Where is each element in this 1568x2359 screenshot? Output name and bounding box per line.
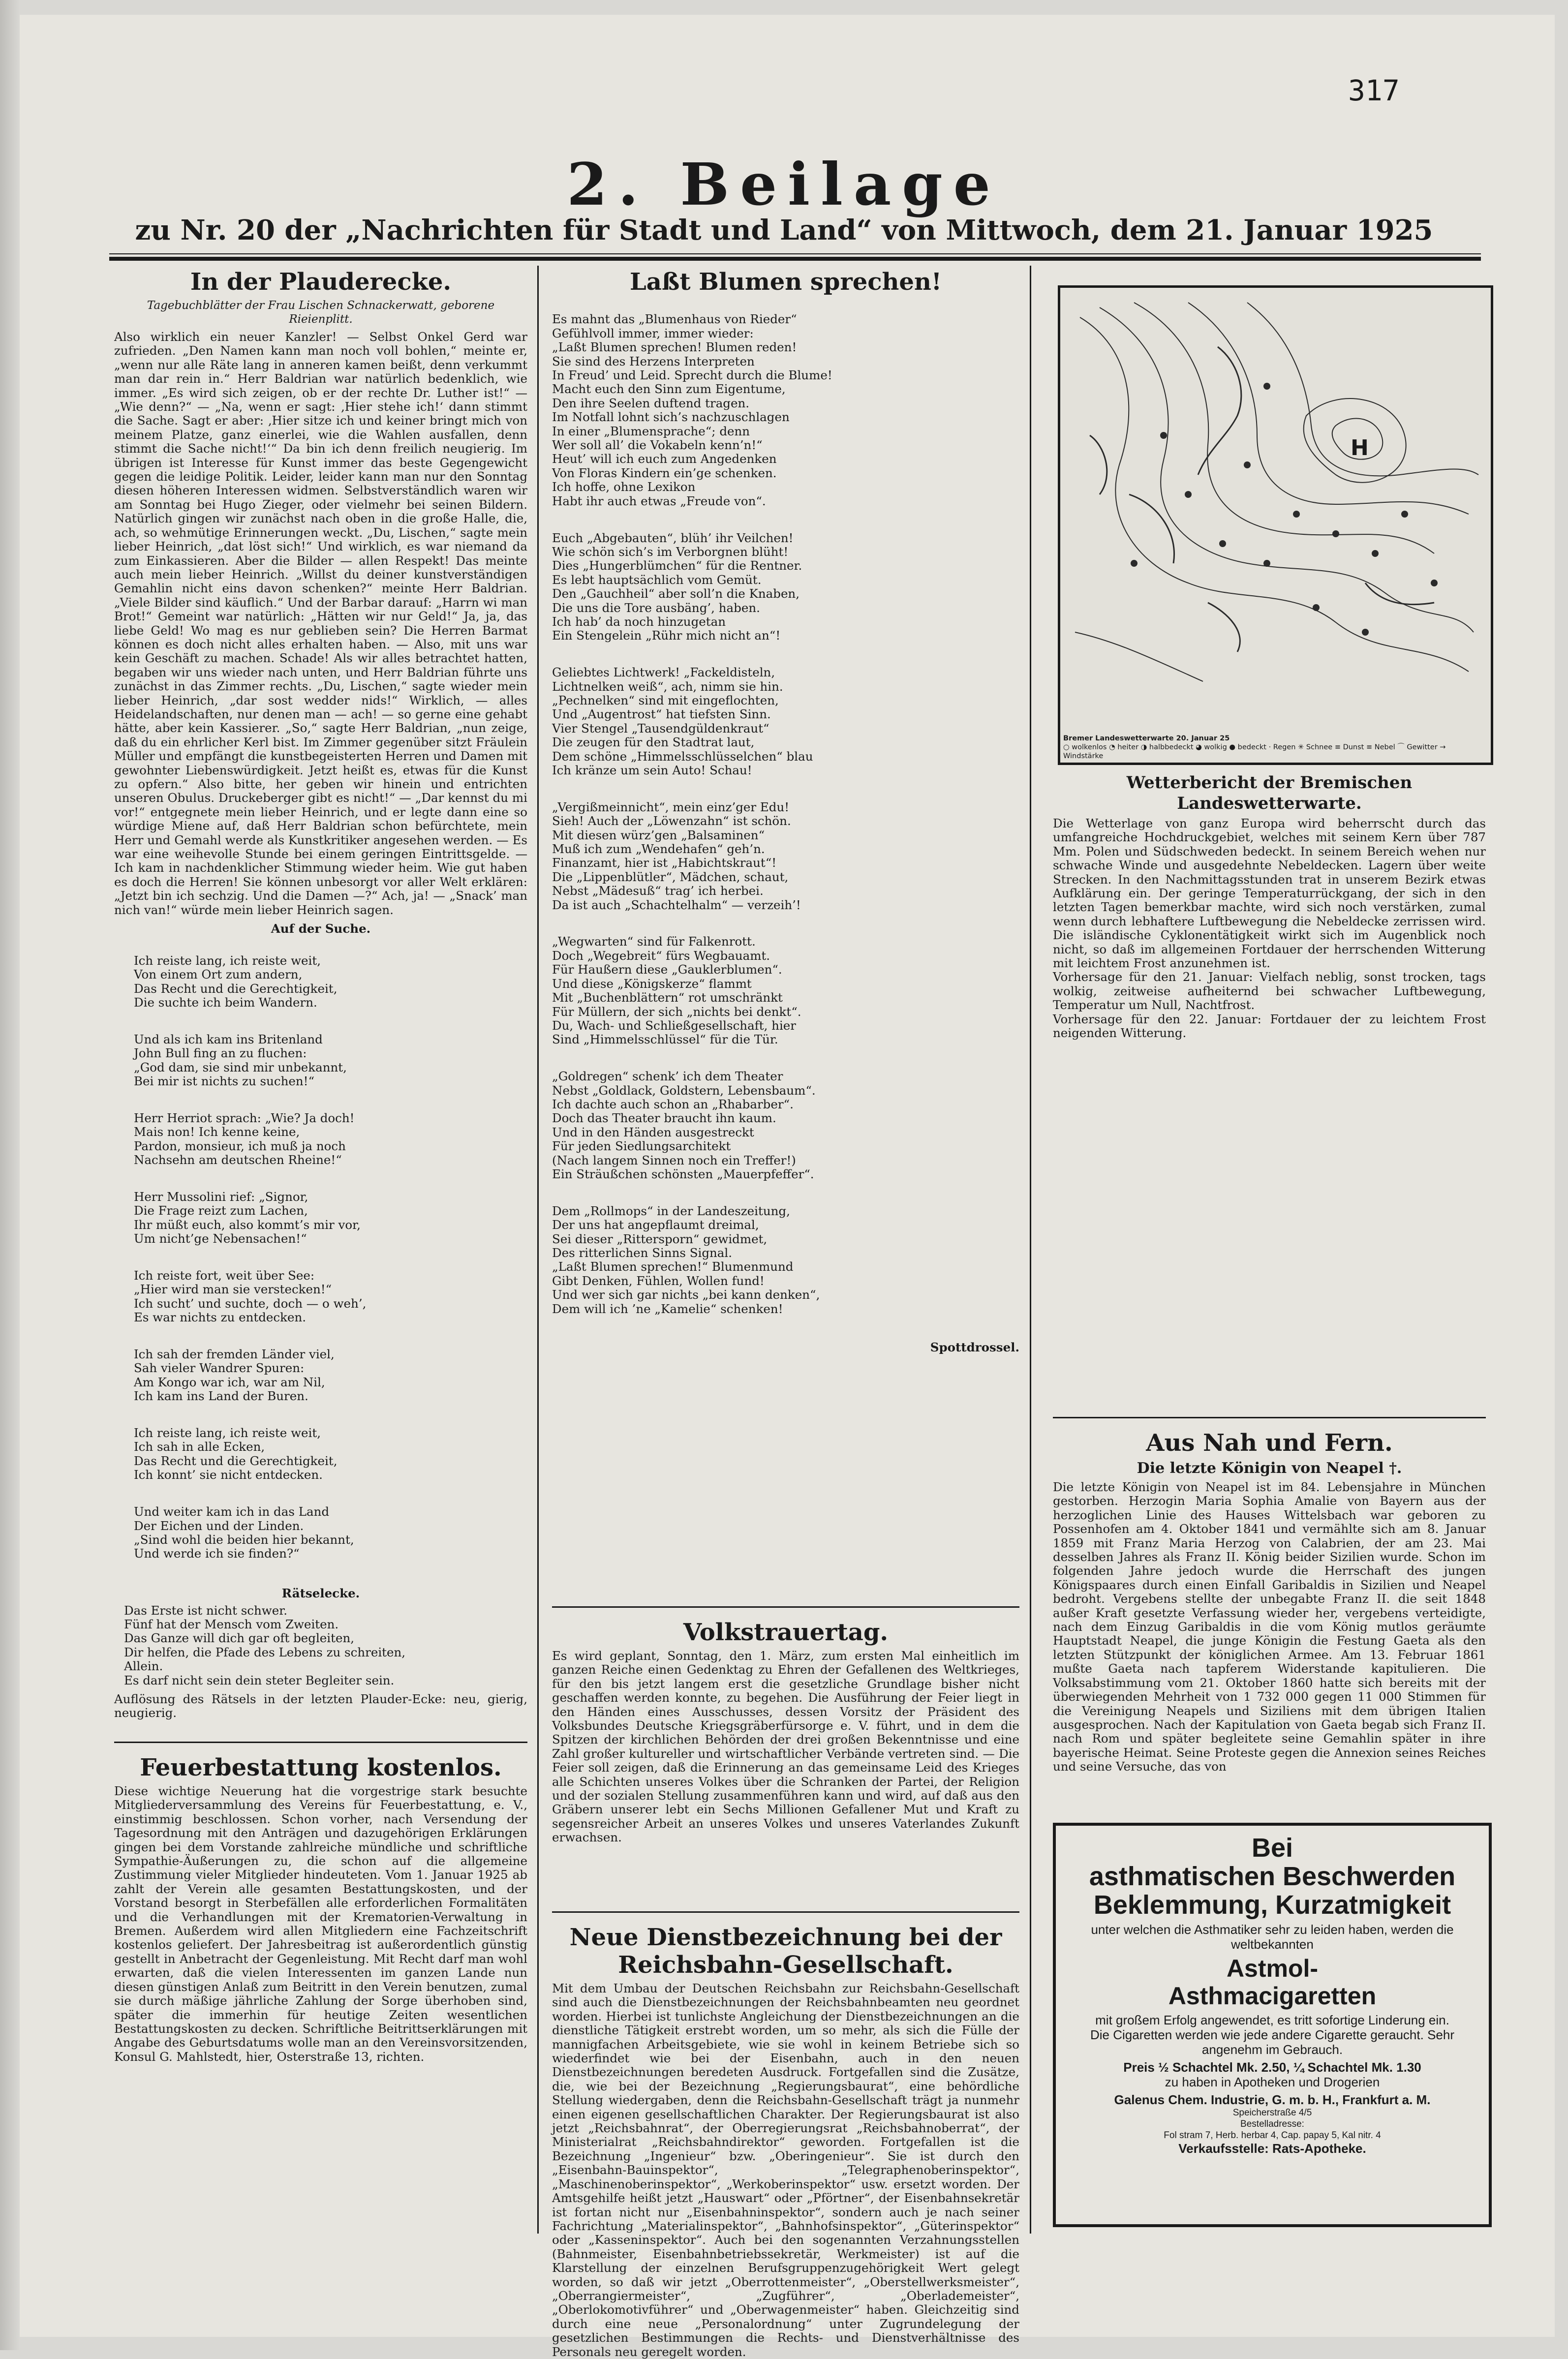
station-mark <box>1372 550 1379 557</box>
weather-map <box>1058 285 1493 765</box>
ad-maker: Galenus Chem. Industrie, G. m. b. H., Frankfurt a. M. <box>1114 2092 1431 2107</box>
poem-stanza: Und weiter kam ich in das Land Der Eichen und der Linden. „Sind wohl die beiden hier bekannt, Und werde ich sie finden?“ <box>134 1504 354 1561</box>
station-mark <box>1401 511 1408 518</box>
ad-line-effect: mit großem Erfolg angewendet, es tritt sofortige Linderung ein. Die Cigaretten werden wie jede andere Cigarette geraucht. Sehr angenehm im Gebrauch. <box>1090 2013 1454 2057</box>
poem-stanza: Und als ich kam ins Britenland John Bull fing an zu fluchen: „God dam, sie sind mir unbekannt, Bei mir ist nichts zu suchen!“ <box>134 1032 347 1089</box>
poem-stanza: „Goldregen“ schenk’ ich dem Theater Nebst „Goldlack, Goldstern, Lebensbaum“. Ich dachte auch schon an „Rhabarber“. Doch das Theater braucht ihn kaum. Und in den Händen ausgestreckt Für jeden Siedlungsarchitekt (Nach langem Sinnen noch ein Treffer!) Ein Sträußchen schönsten „Mauerpfeffer“. <box>552 1069 816 1181</box>
poem-stanza: Ich reiste fort, weit über See: „Hier wird man sie verstecken!“ Ich sucht’ und suchte, doch — o weh’, Es war nichts zu entdecken. <box>134 1268 367 1325</box>
column-1 <box>114 268 527 1720</box>
section-rule <box>552 1911 1019 1913</box>
ad-line-asthma: asthmatischen Beschwerden <box>1089 1862 1456 1891</box>
weather-map-title: Bremer Landeswetterwarte 20. Januar 25 <box>1063 735 1230 742</box>
isobar-line <box>1100 307 1474 632</box>
isobar-line <box>1075 632 1203 681</box>
nahfern-subtitle: Die letzte Königin von Neapel †. <box>1137 1460 1402 1477</box>
isobar-line <box>1080 317 1469 672</box>
plauderecke-headline: In der Plauderecke. <box>190 268 452 296</box>
riddle-solution: Auflösung des Rätsels in der letzten Plauder-Ecke: neu, gierig, neugierig. <box>114 1691 527 1720</box>
station-mark <box>1362 629 1369 636</box>
wetter-headline: Wetterbericht der Bremischen Landeswetterwarte. <box>1126 773 1413 813</box>
poem-title: Auf der Suche. <box>271 921 371 936</box>
weather-map-caption <box>1063 734 1488 761</box>
station-mark <box>1131 560 1138 567</box>
isobar-line <box>1188 303 1469 514</box>
volkstrauertag-body: Es wird geplant, Sonntag, den 1. März, zum ersten Mal einheitlich im ganzen Reiche einen Gedenktag zu Ehren der Gefallenen des Weltkrieges, für den bis jetzt langem erst die gesetzliche Grundlage bisher nicht geschaffen werden konnte, zu begehen. Die Ausführung der Feier liegt in den Händen eines Ausschusses, dessen Vorsitz der Präsident des Volksbundes Deutsche Kriegsgräberfürsorge e. V. führt, und in dem die Spitzen der kirchlichen Behörden der drei großen Bekenntnisse und eine Zahl großer kultureller und wirtschaftlicher Verbände vertreten sind. — Die Feier soll zeigen, daß die Erinnerung an das gemeinsame Leid des Krieges alle Schichten unseres Volkes über die Schranken der Partei, der Religion und der sozialen Stellung zusammenführen kann und wird, auf daß aus den Gräbern unserer lebt ein Sechs Millionen Gefallener Mut und Kraft zu segensreicher Arbeit an unseres Volkes und unseres Vaterlandes Zukunft erwachsen. <box>552 1649 1019 1845</box>
nahfern-body: Die letzte Königin von Neapel ist im 84. Lebensjahre in München gestorben. Herzogin Maria Sophia Amalie von Bayern aus der herzoglichen Linie des Hauses Wittelsbach war geboren zu Possenhofen am 4. Oktober 1841 und vermählte sich am 8. Januar 1859 mit Franz Maria Herzog von Calabrien, der am 23. Mai desselben Jahres als Franz II. König beider Sizilien wurde. Schon im folgenden Jahre jedoch wurde die Herrschaft des jungen Königspaares durch einen Einfall Garibaldis in Sizilien und Neapel bedroht. Vergebens stellte der unbegabte Franz II. die seit 1848 außer Kraft gesetzte Verfassung wieder her, vergebens verteidigte, nach dem Einzug Garibaldis in die vom König mutlos geräumte Hauptstadt Neapel, die junge Königin die Festung Gaeta als den letzten Stützpunkt der königlichen Armee. Am 13. Februar 1861 mußte Gaeta nach tapferem Widerstande kapitulieren. Die Volksabstimmung vom 21. Oktober 1860 hatte sich bereits mit der überwiegenden Mehrheit von 1 732 000 gegen 11 000 Stimmen für die Vereinigung Neapels und Siziliens mit dem übrigen Italien ausgesprochen. Nach der Kapitulation von Gaeta begab sich Franz II. nach Rom und später begleitete seine Gemahlin später in ihre bayerische Heimat. Seine Proteste gegen die Annexion seines Reiches und seine Versuche, das von <box>1053 1480 1486 1774</box>
supplement-subtitle: zu Nr. 20 der „Nachrichten für Stadt und Land“ von Mittwoch, dem 21. Januar 1925 <box>135 214 1433 246</box>
poem-stanza: Ich sah der fremden Länder viel, Sah vieler Wandrer Spuren: Am Kongo war ich, war am Nil, Ich kam ins Land der Buren. <box>134 1347 335 1404</box>
station-mark <box>1293 511 1300 518</box>
station-mark <box>1332 530 1339 537</box>
feuer-article <box>114 1754 527 2064</box>
ad-price: Preis ½ Schachtel Mk. 2.50, ¼ Schachtel Mk. 1.30 <box>1123 2060 1421 2075</box>
astmol-advertisement <box>1053 1823 1492 2227</box>
isobar-line <box>1134 303 1434 553</box>
poem-stanza: Herr Herriot sprach: „Wie? Ja doch! Mais non! Ich kenne keine, Pardon, monsieur, ich muß ja noch Nachsehn am deutschen Rheine!“ <box>134 1110 355 1167</box>
station-mark <box>1219 540 1226 547</box>
blumen-poem <box>552 299 1019 1339</box>
column-2 <box>552 268 1019 1355</box>
poem-stanza: Herr Mussolini rief: „Signor, Die Frage reizt zum Lachen, Ihr müßt euch, also kommt’s mir vor, Um nicht’ge Nebensachen!“ <box>134 1189 361 1246</box>
station-mark <box>1263 560 1270 567</box>
poem-stanza: „Vergißmeinnicht“, mein einz’ger Edu! Sieh! Auch der „Löwenzahn“ ist schön. Mit diesen würz’gen „Balsaminen“ Muß ich zum „Wendehafen“ geh’n. Finanzamt, hier ist „Habichtskraut“! Die „Lippenblütler“, Mädchen, schaut, Nebst „Mädesuß“ trag’ ich herbei. Da ist auch „Schachtelhalm“ — verzeih’! <box>552 799 801 912</box>
poem-stanza: Euch „Abgebauten“, blüh’ ihr Veilchen! Wie schön sich’s im Verborgnen blüht! Dies „Hungerblümchen“ für die Rentner. Es lebt hauptsächlich vom Gemüt. Den „Gauchheil“ aber soll’n die Knaben, Die uns die Tore ausbäng’, haben. Ich hab’ da noch hinzugetan Ein Stengelein „Rühr mich nicht an“! <box>552 530 802 643</box>
wetter-forecast-22: Vorhersage für den 22. Januar: Fortdauer der zu leichtem Frost neigenden Witterung. <box>1053 1011 1486 1041</box>
dienst-article <box>552 1924 1019 2359</box>
feuer-headline: Feuerbestattung kostenlos. <box>140 1754 502 1781</box>
station-mark <box>1263 383 1270 390</box>
coastline <box>1198 347 1241 475</box>
coastline <box>1090 435 1240 652</box>
ad-product-name-2: Asthmacigaretten <box>1168 1982 1377 2010</box>
high-pressure-marker: H <box>1351 435 1369 460</box>
volkstrauertag-headline: Volkstrauertag. <box>683 1619 889 1646</box>
blumen-signature: Spottdrossel. <box>930 1340 1019 1355</box>
poem-stanza: Ich reiste lang, ich reiste weit, Von einem Ort zum andern, Das Recht und die Gerechtigkeit, Die suchte ich beim Wandern. <box>134 953 338 1010</box>
volkstrauertag-article <box>552 1619 1019 1845</box>
masthead-rule-thick <box>109 257 1481 261</box>
ad-product-name-1: Astmol- <box>1226 1955 1319 1982</box>
ad-line-bei: Bei <box>1251 1833 1293 1863</box>
poem-stanza: Dem „Rollmops“ in der Landeszeitung, Der uns hat angepflaumt dreimal, Sei dieser „Rittersporn“ gewidmet, Des ritterlichen Sinns Signal. „Laßt Blumen sprechen!“ Blumenmund Gibt Denken, Fühlen, Wollen fund! Und wer sich gar nichts „bei kann denken“, Dem will ich ’ne „Kamelie“ schenken! <box>552 1203 820 1316</box>
poem-auf-der-suche <box>114 940 527 1584</box>
ad-availability: zu haben in Apotheken und Drogerien <box>1165 2075 1380 2089</box>
plauderecke-body: Also wirklich ein neuer Kanzler! — Selbst Onkel Gerd war zufrieden. „Den Namen kann man noch voll bohlen,“ meinte er, „wenn nur alle Räte lang in anneren kamen beißt, denn verkummt man dar rein in.“ Herr Baldrian war natürlich bedenklich, wie immer. „Es wird sich zeigen, ob er der rechte Dr. Luther ist!“ — „Wie denn?“ — „Na, wenn er sagt: ‚Hier stehe ich!‘ dann stimmt die Sache. Sagt er aber: ‚Hier sitze ich und keiner bringt mich von meinem Platze, ganz einerlei, wie die Wahlen ausfallen, denn stimmt die Sache nicht!‘“ Da bin ich denn freilich neugierig. Im übrigen ist Interesse für Kunst immer das beste Gegengewicht gegen die leidige Politik. Leider, leider kann man nur den Sonntag diesen höheren Interessen widmen. Selbstverständlich waren wir am Sonntag bei Hugo Zieger, oder vielmehr bei seinen Bildern. Natürlich gingen wir zunächst nach oben in die große Halle, die, ach, so wehmütige Erinnerungen weckt. „Du, Lischen,“ sagte mein lieber Heinrich, „dat löst sich!“ Und wirklich, es war niemand da zum Einkassieren. Aber die Bilder — allen Respekt! Das meinte auch mein lieber Heinrich. „Willst du deiner kunstverständigen Gemahlin nicht eins davon schenken?“ meinte Herr Baldrian. „Viele Bilder sind käuflich.“ Und der Barbar darauf: „Harrn wi man Brot!“ Gemeint war natürlich: „Hätten wir nur Geld!“ Ja, ja, das liebe Geld! Wo mag es nur geblieben sein? Die Herren Barmat können es doch nicht alles erhalten haben. — Also, mit uns war kein Geschäft zu machen. Schade! Als wir alles betrachtet hatten, begaben wir uns wieder nach unten, und Herr Baldrian führte uns zunächst in das Zimmer rechts. „Du, Lischen,“ sagte wieder mein lieber Heinrich, „dar sost wedder nids!“ Wirklich, — alles Heidelandschaften, nur denen man — ach! — so gerne eine gehabt hätte, aber kein Kassierer. „So,“ sagte Herr Baldrian, „nun zeige, daß du ein ehrlicher Kerl bist. Im Zimmer gegenüber sitzt Fräulein Müller und empfängt die kunstbegeisterten Herren und Damen mit gewohnter Liebenswürdigkeit. Jetzt heißt es, etwas für die Kunst zu opfern.“ Also bitte, her geben wir hinein und entrichten unseren Obulus. Druckeberger gibt es nicht!“ — „Dar kennst du mi vor!“ entgegnete mein lieber Heinrich, und er legte dann eine so würdige Miene auf, daß Herr Baldrian schon befürchtete, mein Herr und Gemahl werde als Kunstkritiker angesehen werden. — Es war eine weihevolle Stunde bei einem geringen Eintrittsgelde. — Ich kam in nachdenklicher Stimmung wieder heim. Wie gut haben es doch die Herren! Sie können unbesorgt vor aller Welt erklären: „Jetzt bin ich sechzig. Und die Damen —?“ Ach, ja! — „Snack’ man nich van!“ würde mein lieber Heinrich sagen. <box>114 330 527 917</box>
section-rule <box>114 1742 527 1743</box>
poem-stanza: Es mahnt das „Blumenhaus von Rieder“ Gefühlvoll immer, immer wieder: „Laßt Blumen sprechen! Blumen reden! Sie sind des Herzens Interpreten In Freud’ und Leid. Sprecht durch die Blume! Macht euch den Sinn zum Eigentume, Den ihre Seelen duftend tragen. Im Notfall lohnt sich’s nachzuschlagen In einer „Blumensprache“; denn Wer soll all’ die Vokabeln kenn’n!“ Heut’ will ich euch zum Angedenken Von Floras Kindern ein’ge schenken. Ich hoffe, ohne Lexikon Habt ihr auch etwas „Freude von“. <box>552 312 832 508</box>
riddle-title: Rätselecke. <box>281 1586 360 1601</box>
wetter-article <box>1053 772 1486 1041</box>
ad-depot-label: Bestelladresse: <box>1240 2119 1304 2129</box>
riddle-text: Das Erste ist nicht schwer. Fünf hat der Mensch vom Zweiten. Das Ganze will dich gar oft begleiten, Dir helfen, die Pfade des Lebens zu schreiten, Allein. Es darf nicht sein dein steter Begleiter sein. <box>124 1603 406 1687</box>
poem-stanza: Geliebtes Lichtwerk! „Fackeldisteln, Lichtnelken weiß“, ach, nimm sie hin. „Pechnelken“ sind mit eingeflochten, Und „Augentrost“ hat tiefsten Sinn. Vier Stengel „Tausendgüldenkraut“ Die zeugen für den Stadtrat laut, Dem schöne „Himmelsschlüsselchen“ blau Ich kränze um sein Auto! Schau! <box>552 665 813 777</box>
ad-seller: Verkaufsstelle: Rats-Apotheke. <box>1178 2141 1366 2156</box>
column-divider-1 <box>537 266 539 2234</box>
masthead-rule-thin <box>109 253 1481 254</box>
page-number: 317 <box>1348 74 1400 107</box>
station-mark <box>1160 432 1167 439</box>
supplement-title: 2. Beilage <box>567 150 1001 218</box>
station-mark <box>1431 580 1438 586</box>
weather-map-drawing <box>1060 288 1486 758</box>
dienst-body: Mit dem Umbau der Deutschen Reichsbahn zur Reichsbahn-Gesellschaft sind auch die Dienstbezeichnungen der Reichsbahnbeamten neu geordnet worden. Hierbei ist tunlichste Angleichung der Dienstbezeichnungen an die dienstliche Tätigkeit erstrebt worden, um so mehr, als sich die Fülle der mannigfachen Arbeitsgebiete, wie sie wohl in keinem Betriebe sich so wiederfindet wie bei der Eisenbahn, auch in den neuen Dienstbezeichnungen beredeten Ausdruck. Fortgefallen sind die Zusätze, die, wie bei der Bezeichnung „Regierungsbaurat“, eine behördliche Stellung wiedergaben, denn die Reichsbahn-Gesellschaft trägt ja nunmehr einen eigenen gesellschaftlichen Charakter. Der Regierungsbaurat ist also jetzt „Reichsbahnrat“, der Oberregierungsrat „Reichsbahnoberrat“, der Ministerialrat „Reichsbahndirektor“ geworden. Fortgefallen ist die Bezeichnung „Ingenieur“ bzw. „Oberingenieur“. Sie ist durch den „Eisenbahn-Bauinspektor“, „Telegraphenoberinspektor“, „Maschinenoberinspektor“, „Werkoberinspektor“ usw. ersetzt worden. Der Amtsgehilfe heißt jetzt „Hauswart“ oder „Pförtner“, der Eisenbahnsekretär ist fortan nicht nur „Eisenbahninspektor“, sondern auch je nach seiner Fachrichtung „Materialinspektor“, „Bahnhofsinspektor“, „Güterinspektor“ oder „Kasseninspektor“. Auch bei den sogenannten Verzahnungsstellen (Bahnmeister, Eisenbahnbetriebssekretär, Werkmeister) ist auf die Klarstellung der einzelnen Berufsgruppenzugehörigkeit Wert gelegt worden, so daß wir jetzt „Oberrottenmeister“, „Oberstellwerksmeister“, „Oberrangiermeister“, „Zugführer“, „Oberlademeister“, „Oberlokomotivführer“ und „Oberwagenmeister“ haben. Gleichzeitig sind durch eine neue „Personalordnung“ unter Zugrundelegung der gesetzlichen Bestimmungen die Rechts- und Dienstverhältnisse des Personals neu geregelt worden. <box>552 1981 1019 2359</box>
column-divider-2 <box>1030 266 1031 2234</box>
plauderecke-byline: Tagebuchblätter der Frau Lischen Schnackerwatt, geborene Rieienplitt. <box>147 299 495 326</box>
station-mark <box>1244 461 1251 468</box>
weather-map-legend: ○ wolkenlos ◔ heiter ◑ halbbedeckt ◕ wolkig ● bedeckt · Regen ✳ Schnee ≡ Dunst ≡ Nebel ⌒ Gewitter → Windstärke <box>1063 743 1446 760</box>
nahfern-article <box>1053 1429 1486 1774</box>
dienst-headline: Neue Dienstbezeichnung bei der Reichsbahn-Gesellschaft. <box>569 1924 1002 1979</box>
blumen-headline: Laßt Blumen sprechen! <box>630 268 942 296</box>
section-rule <box>552 1606 1019 1608</box>
station-mark <box>1185 491 1192 498</box>
ad-line-beklemmung: Beklemmung, Kurzatmigkeit <box>1093 1890 1451 1920</box>
wetter-forecast-21: Vorhersage für den 21. Januar: Vielfach neblig, sonst trocken, tags wolkig, zeitweise aufheiternd bei schwacher Luftbewegung, Temperatur um Null, Nachtfrost. <box>1053 970 1486 1012</box>
poem-stanza: „Wegwarten“ sind für Falkenrott. Doch „Wegebreit“ fürs Wegbauamt. Für Haußern diese „Gauklerblumen“. Und diese „Königskerze“ flammt Mit „Buchenblättern“ rot umschränkt Für Müllern, der sich „nichts bei denkt“. Du, Wach- und Schließgesellschaft, hier Sind „Himmelsschlüssel“ für die Tür. <box>552 934 801 1047</box>
nahfern-headline: Aus Nah und Fern. <box>1146 1429 1393 1457</box>
station-mark <box>1313 604 1320 611</box>
ad-line-intro: unter welchen die Asthmatiker sehr zu leiden haben, werden die weltbekannten <box>1091 1922 1454 1952</box>
scan-edge-shadow <box>0 0 20 2350</box>
ad-maker-address: Speicherstraße 4/5 <box>1232 2108 1312 2118</box>
feuer-body: Diese wichtige Neuerung hat die vorgestrige stark besuchte Mitgliederversammlung des Vereins für Feuerbestattung, e. V., einstimmig beschlossen. Schon vorher, nach Versendung der Tagesordnung mit den Anträgen und dazugehörigen Erklärungen gingen bei dem Vorstande zahlreiche mündliche und schriftliche Sympathie-Äußerungen zu, die schon auf die allgemeine Zustimmung vieler Mitglieder hindeuteten. Vom 1. Januar 1925 ab zahlt der Verein alle gesamten Bestattungskosten, und der Vorstand besorgt in Sterbefällen alle erforderlichen Formalitäten und die Verhandlungen mit der Krematorien-Verwaltung in Bremen. Außerdem wird allen Mitgliedern eine Fachzeitschrift kostenlos geliefert. Der Jahresbeitrag ist außerordentlich günstig gestellt in Anbetracht der Gegenleistung. Mit Recht darf man wohl erwarten, daß die vielen Interessenten im ganzen Lande nun diesen günstigen Anlaß zum Beitritt in den Verein benutzen, zumal sie durch mäßige jährliche Zahlung der Sorge überhoben sind, später die immerhin für heutige Zeiten wesentlichen Bestattungskosten zu decken. Schriftliche Beitrittserklärungen mit Angabe des Geburtsdatums wolle man an den Vereinsvorsitzenden, Konsul G. Mahlstedt, hier, Osterstraße 13, richten. <box>114 1784 527 2064</box>
wetter-body: Die Wetterlage von ganz Europa wird beherrscht durch das umfangreiche Hochdruckgebiet, welches mit seinem Kern über 787 Mm. Polen und Südschweden bedeckt. In seinem Bereich wehen nur schwache Winde und ausgedehnte Nebeldecken. Lagern über weite Strecken. In den Nachmittagsstunden trat in unserem Bezirk etwas Aufklärung ein. Der geringe Temperaturrückgang, der sich in den letzten Tagen bemerkbar machte, wird sich noch verstärken, zumal wenn durch lebhaftere Luftbewegung die Nebeldecke zerrissen wird. Die isländische Cyklonentätigkeit wirkt sich im Augenblick noch nicht, so daß im allgemeinen Fortdauer der herrschenden Witterung mit leichtem Frost anzunehmen ist. <box>1053 816 1486 971</box>
section-rule <box>1053 1417 1486 1418</box>
ad-depot: Fol stram 7, Herb. herbar 4, Cap. papay 5, Kal nitr. 4 <box>1164 2130 1381 2141</box>
poem-stanza: Ich reiste lang, ich reiste weit, Ich sah in alle Ecken, Das Recht und die Gerechtigkeit, Ich konnt’ sie nicht entdecken. <box>134 1426 338 1482</box>
